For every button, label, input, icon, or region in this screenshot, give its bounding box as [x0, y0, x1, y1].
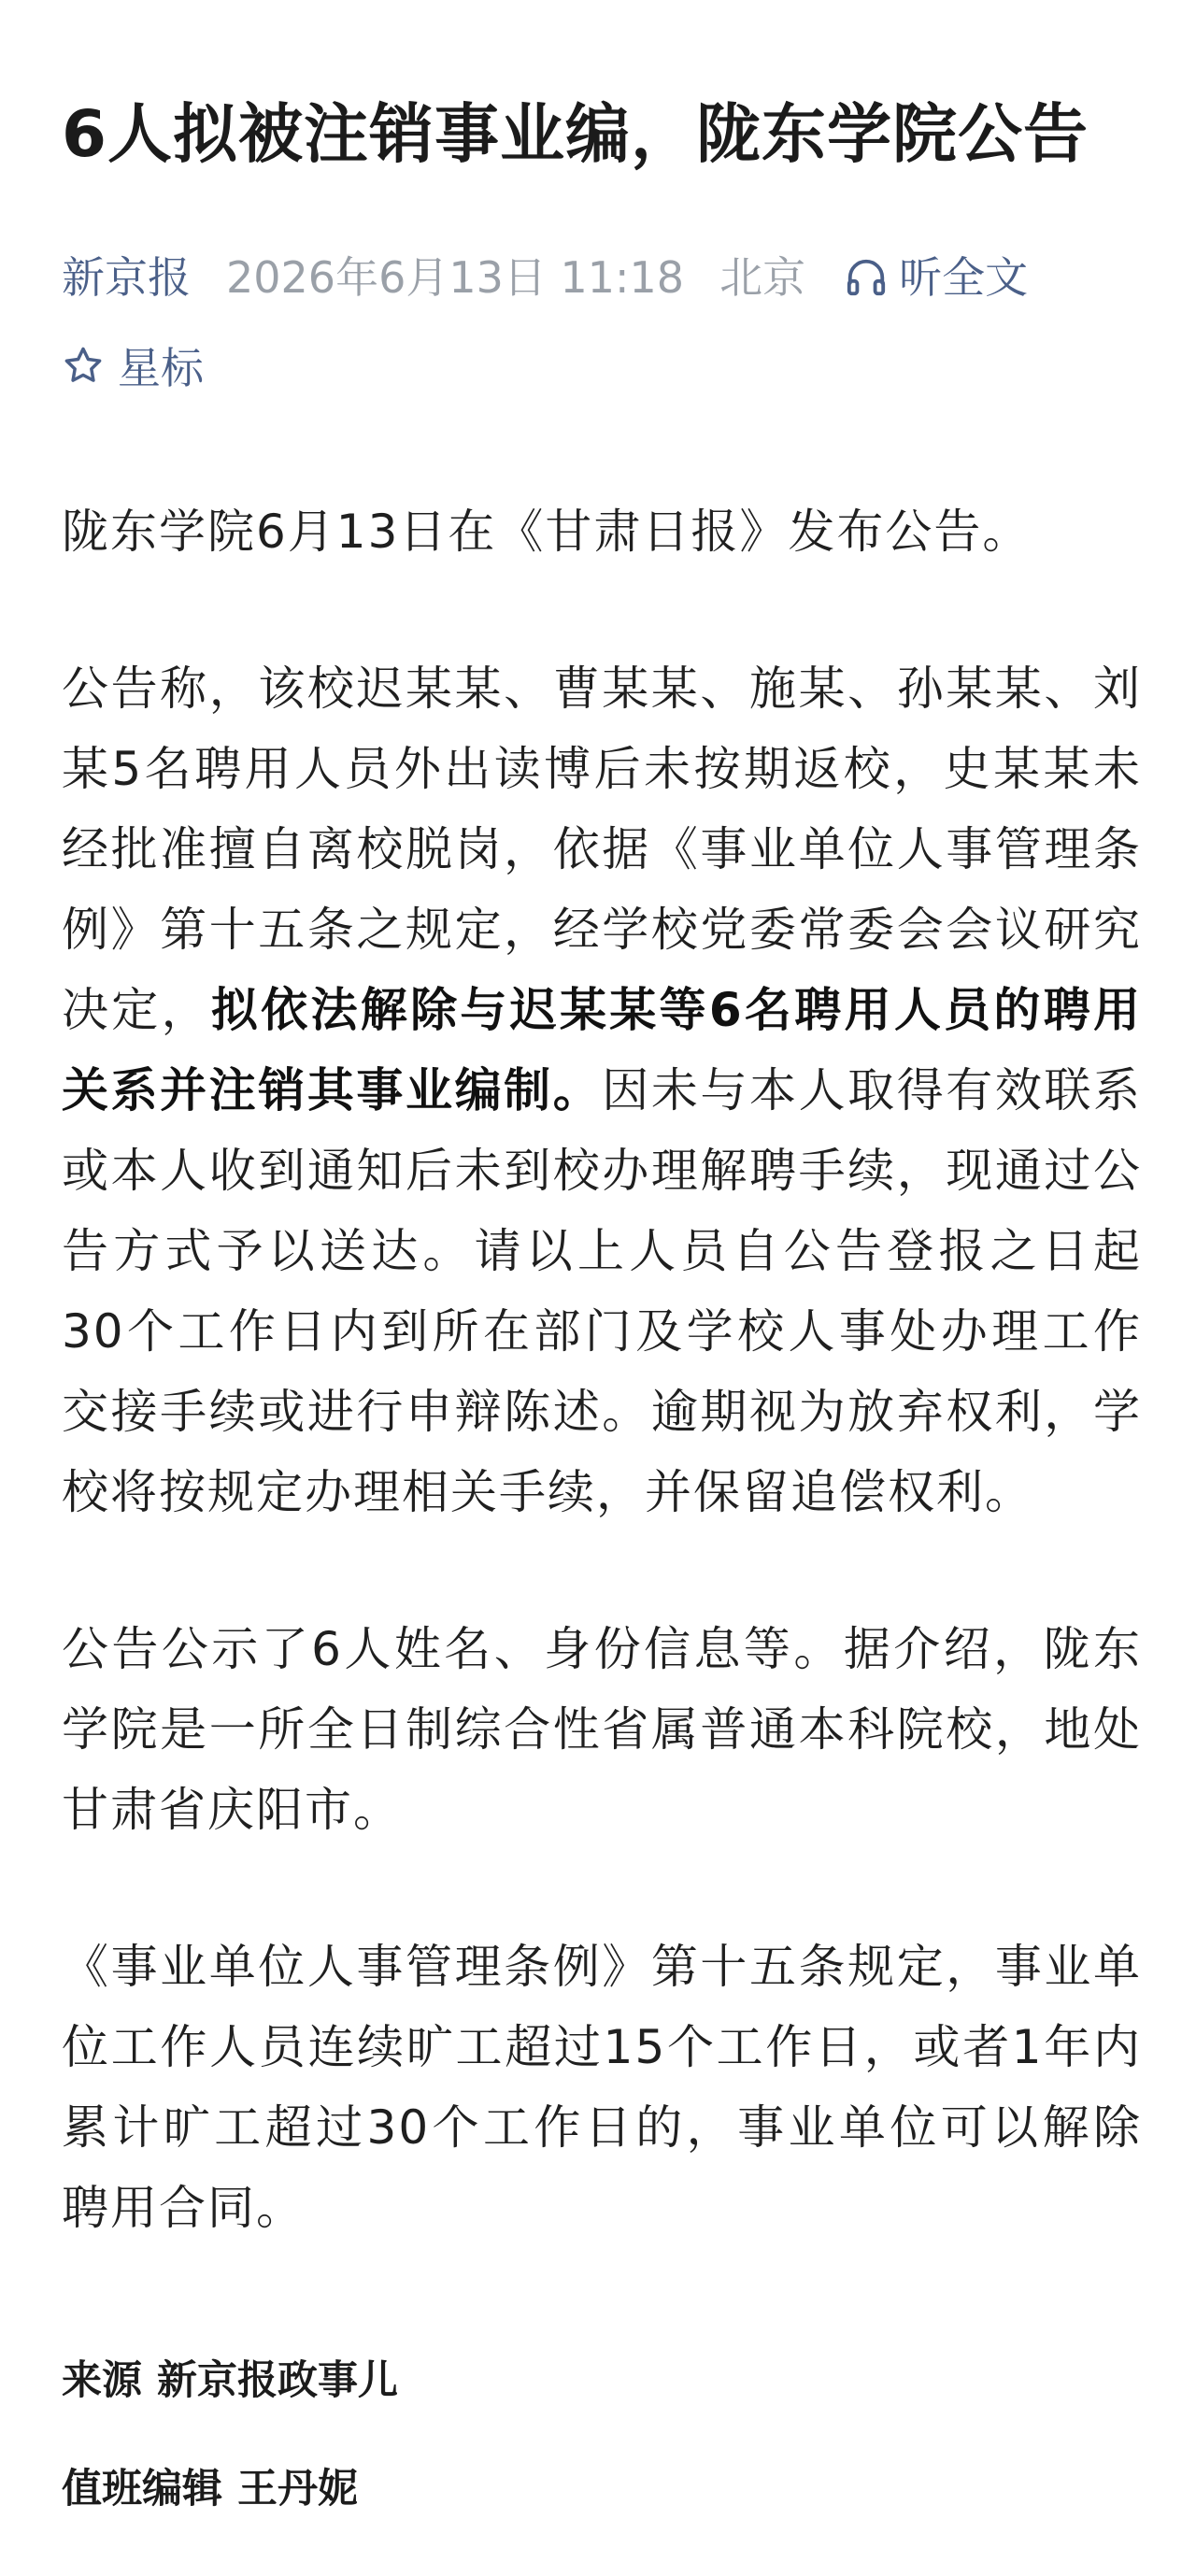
source-link[interactable]: 新京报	[62, 252, 191, 303]
credit-source-value: 新京报政事儿	[157, 2357, 398, 2404]
credit-editor-value: 王丹妮	[237, 2466, 358, 2512]
paragraph-2-bold: 拟依法解除与迟某某等6名聘用人员的聘用关系并注销其事业编制。	[62, 983, 1142, 1117]
credit-source-label: 来源	[62, 2357, 142, 2404]
paragraph-2-lead: 公告称，该校迟某某、曹某某、施某、孙某某、刘某5名聘用人员外出读博后未按期返校，史某某未经批准擅自离校脱岗，依据《事业单位人事管理条例》第十五条之规定，经学校党委常委会会议研究决定，	[62, 662, 1142, 1037]
paragraph-4: 《事业单位人事管理条例》第十五条规定，事业单位工作人员连续旷工超过15个工作日，或者1年内累计旷工超过30个工作日的，事业单位可以解除聘用合同。	[62, 1940, 1142, 2235]
article-title: 6人拟被注销事业编，陇东学院公告	[62, 97, 1089, 172]
star-outline-icon	[62, 344, 105, 387]
listen-button[interactable]	[845, 245, 1028, 310]
publish-location: 北京	[719, 252, 806, 303]
star-button[interactable]	[62, 333, 204, 398]
paragraph-1: 陇东学院6月13日在《甘肃日报》发布公告。	[62, 505, 1032, 559]
article-meta	[62, 245, 1142, 310]
paragraph-2-tail: 因未与本人取得有效联系或本人收到通知后未到校办理解聘手续，现通过公告方式予以送达。请以上人员自公告登报之日起30个工作日内到所在部门及学校人事处办理工作交接手续或进行申辩陈述。逾期视为放弃权利，学校将按规定办理相关手续，并保留追偿权利。	[62, 1063, 1143, 1519]
headphones-icon	[845, 256, 888, 299]
article-credits	[62, 2353, 1142, 2517]
paragraph-2	[62, 648, 1142, 1532]
listen-label: 听全文	[899, 252, 1029, 303]
star-label: 星标	[118, 343, 204, 393]
credit-source	[62, 2353, 1142, 2409]
paragraph-3: 公告公示了6人姓名、身份信息等。据介绍，陇东学院是一所全日制综合性省属普通本科院校，地处甘肃省庆阳市。	[62, 1622, 1142, 1837]
publish-date: 2026年6月13日 11:18	[226, 252, 685, 303]
credit-editor-label: 值班编辑	[62, 2466, 222, 2512]
credit-editor	[62, 2461, 1142, 2517]
article-body	[62, 491, 1142, 2248]
